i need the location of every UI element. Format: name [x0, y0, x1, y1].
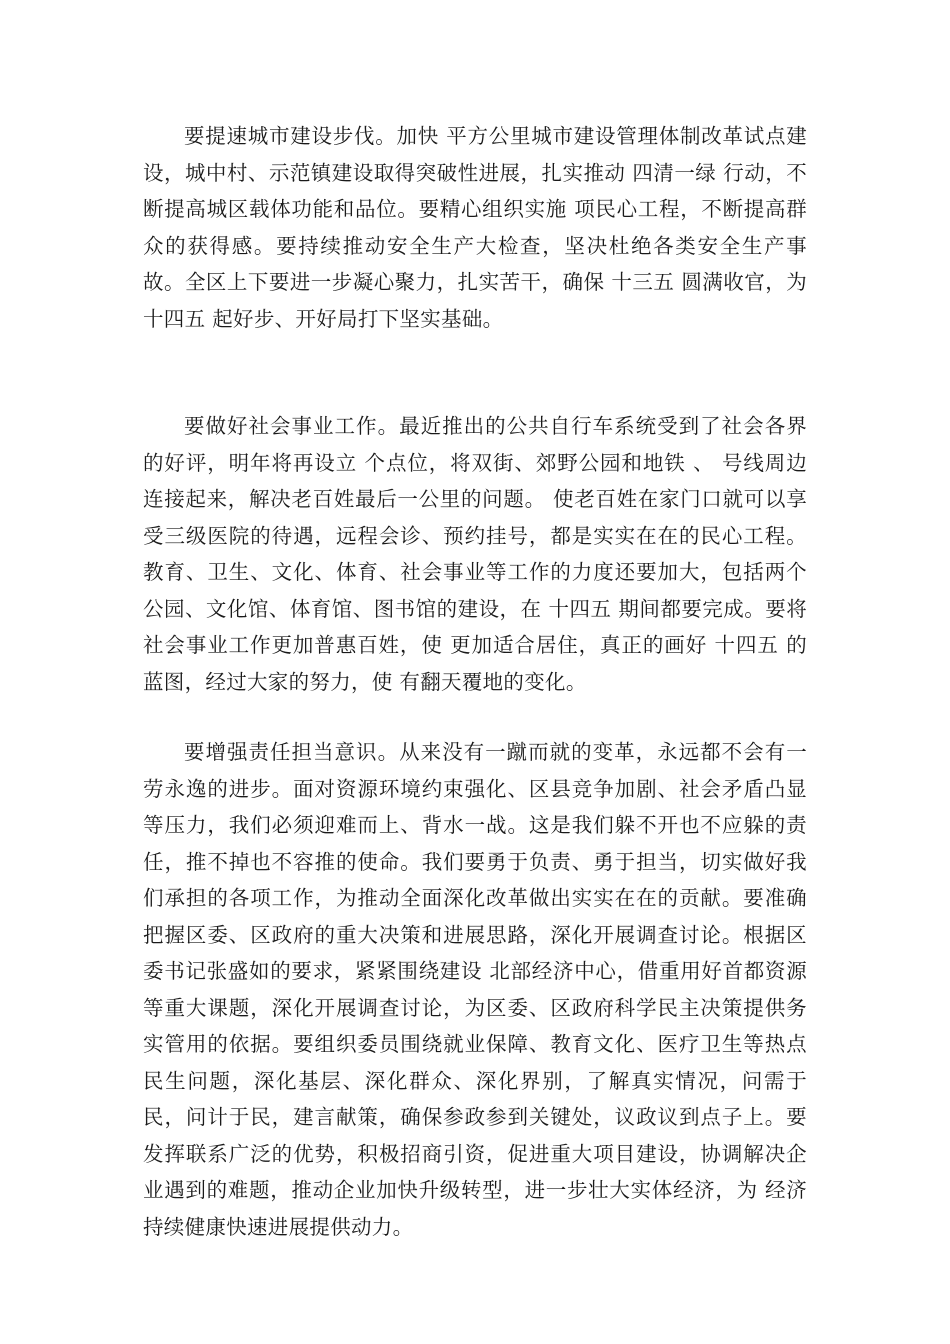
paragraph-social-affairs: 要做好社会事业工作。最近推出的公共自行车系统受到了社会各界的好评，明年将再设立 个点位，将双街、郊野公园和地铁 、 号线周边连接起来，解决老百姓最后一公里的问题。 使老百姓在家门口就可以享受三级医院的待遇，远程会诊、预约挂号，都是实实在在的民心工程。教育、卫生、文化、体育、社会事业等工作的力度还要加大，包括两个公园、文化馆、体育馆、图书馆的建设，在 十四五 期间都要完成。要将社会事业工作更加普惠百姓，使 更加适合居住，真正的画好 十四五 的蓝图，经过大家的努力，使 有翻天覆地的变化。 [143, 414, 807, 694]
paragraph-responsibility: 要增强责任担当意识。从来没有一蹴而就的变革，永远都不会有一劳永逸的进步。面对资源环境约束强化、区县竞争加剧、社会矛盾凸显等压力，我们必须迎难而上、背水一战。这是我们躲不开也不应躲的责任，推不掉也不容推的使命。我们要勇于负责、勇于担当，切实做好我们承担的各项工作，为推动全面深化改革做出实实在在的贡献。要准确把握区委、区政府的重大决策和进展思路，深化开展调查讨论。根据区委书记张盛如的要求，紧紧围绕建设 北部经济中心，借重用好首都资源等重大课题，深化开展调查讨论，为区委、区政府科学民主决策提供务实管用的依据。要组织委员围绕就业保障、教育文化、医疗卫生等热点民生问题，深化基层、深化群众、深化界别，了解真实情况，问需于民，问计于民，建言献策，确保参政参到关键处，议政议到点子上。要发挥联系广泛的优势，积极招商引资，促进重大项目建设，协调解决企业遇到的难题，推动企业加快升级转型，进一步壮大实体经济，为 经济持续健康快速进展提供动力。 [143, 740, 807, 1239]
paragraph-city-construction: 要提速城市建设步伐。加快 平方公里城市建设管理体制改革试点建设，城中村、示范镇建设取得突破性进展，扎实推动 四清一绿 行动，不断提高城区载体功能和品位。要精心组织实施 项民心工程，不断提高群众的获得感。要持续推动安全生产大检查，坚决杜绝各类安全生产事故。全区上下要进一步凝心聚力，扎实苦干，确保 十三五 圆满收官，为 十四五 起好步、开好局打下坚实基础。 [143, 124, 807, 331]
